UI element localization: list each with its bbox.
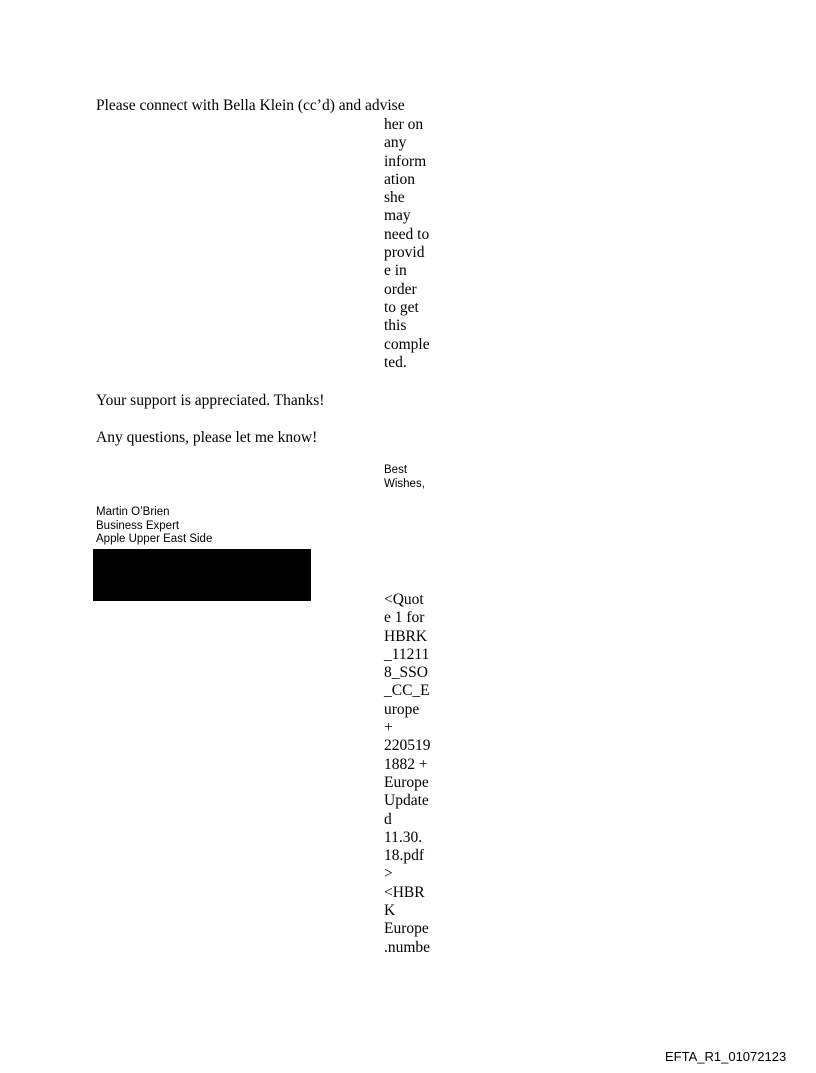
attachment-line: 1882 + — [384, 755, 428, 773]
opening-wrapped-column — [384, 116, 430, 372]
attachment-line: <HBR — [384, 883, 425, 901]
attachment-line: HBRK — [384, 627, 428, 645]
attachment-line: + — [384, 719, 393, 737]
attachment-line: > — [384, 865, 393, 883]
wrapped-line: order — [384, 280, 417, 298]
wrapped-line: need to — [384, 225, 430, 243]
attachment-line: 220519 — [384, 737, 431, 755]
questions-line: Any questions, please let me know! — [96, 429, 318, 446]
wrapped-line: she — [384, 189, 405, 207]
wrapped-line: any — [384, 134, 407, 152]
attachment-line: 11.30. — [384, 828, 423, 846]
signature-location: Apple Upper East Side — [96, 533, 213, 545]
wrapped-line: her on — [384, 116, 424, 133]
bates-number: EFTA_R1_01072123 — [665, 1049, 787, 1064]
wrapped-line: ation — [384, 170, 415, 188]
closing-line: Wishes, — [384, 477, 425, 490]
signature-title: Business Expert — [96, 519, 180, 532]
attachment-line: Europe — [384, 920, 429, 938]
wrapped-line: this — [384, 317, 407, 335]
attachment-line: Europe — [384, 773, 429, 791]
attachment-line: K — [384, 902, 396, 920]
attachment-line: Update — [384, 792, 429, 810]
signature-name: Martin O’Brien — [96, 506, 170, 518]
attachment-line: _CC_E — [384, 682, 430, 700]
attachment-line: <Quot — [384, 591, 424, 608]
attachment-line: 18.pdf — [384, 847, 425, 865]
attachment-line: .numbe — [384, 938, 431, 956]
attachment-line: d — [384, 810, 392, 828]
wrapped-line: may — [384, 207, 411, 225]
signature-block — [96, 506, 212, 547]
wrapped-line: comple — [384, 335, 430, 353]
closing-block — [384, 464, 425, 491]
closing-line: Best — [384, 464, 408, 476]
wrapped-line: ted. — [384, 353, 407, 371]
wrapped-line: to get — [384, 298, 419, 316]
attachment-line: urope — [384, 700, 420, 718]
redaction-box — [93, 549, 311, 601]
attachment-line: _11211 — [384, 645, 430, 663]
wrapped-line: provid — [384, 244, 425, 262]
attachment-line: e 1 for — [384, 609, 425, 627]
wrapped-line: e in — [384, 262, 407, 280]
opening-line: Please connect with Bella Klein (cc’d) and advise — [96, 97, 405, 114]
attachment-line: 8_SSO — [384, 664, 428, 682]
attachments-wrapped-column — [384, 591, 431, 957]
support-line: Your support is appreciated. Thanks! — [96, 392, 325, 409]
wrapped-line: inform — [384, 152, 427, 170]
